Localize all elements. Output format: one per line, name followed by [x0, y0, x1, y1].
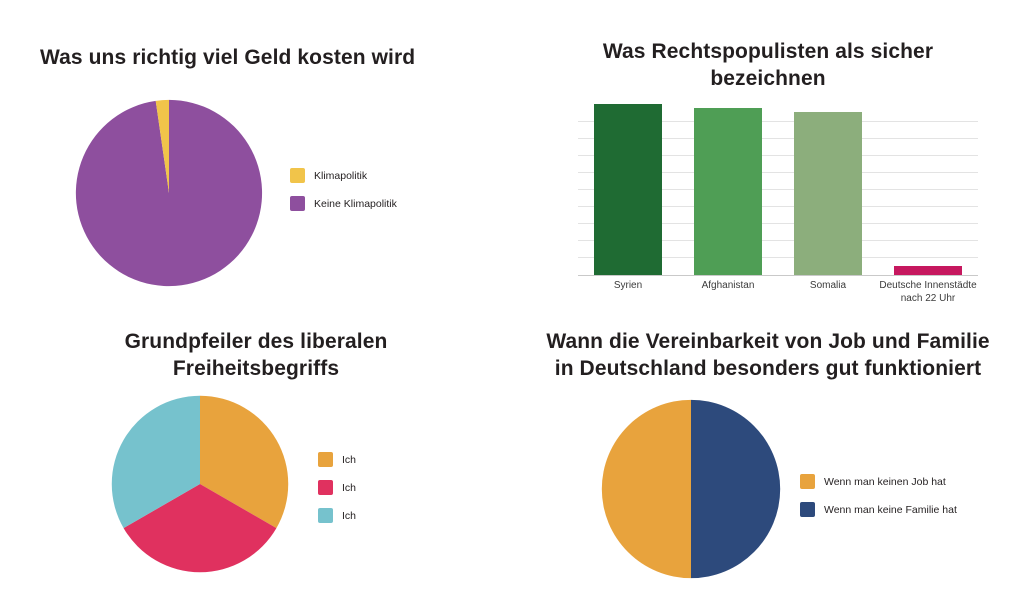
- chart-area: [0, 386, 512, 586]
- bar-somalia: [794, 112, 862, 275]
- chart-area: [0, 92, 512, 282]
- legend-label: Klimapolitik: [314, 169, 368, 182]
- legend-item: [800, 474, 957, 489]
- legend-swatch-icon: [318, 508, 333, 523]
- bar-afghanistan: [694, 108, 762, 275]
- bar-deutsche-innenstaedte: [894, 266, 962, 275]
- legend-label: Wenn man keinen Job hat: [824, 475, 946, 488]
- bar-column: [778, 104, 878, 275]
- chart-panel-rechtspopulisten: [512, 0, 1024, 304]
- chart-panel-freiheitsbegriff: [0, 298, 512, 596]
- legend-label: Ich: [342, 509, 357, 522]
- legend-item: [290, 168, 397, 183]
- page-title: Was uns richtig viel Geld kosten wird: [40, 46, 416, 70]
- legend-swatch-icon: [290, 168, 305, 183]
- legend-swatch-icon: [290, 196, 305, 211]
- legend-item: [290, 196, 397, 211]
- pie-slice-keine-familie: [691, 400, 780, 578]
- bar-chart: [578, 104, 978, 276]
- legend-item: [318, 480, 356, 495]
- legend-label: Ich: [342, 453, 357, 466]
- legend-swatch-icon: [800, 474, 815, 489]
- chart-area: [512, 96, 1024, 304]
- chart-area: [512, 398, 1024, 594]
- pie-svg: [110, 394, 290, 574]
- legend-swatch-icon: [318, 480, 333, 495]
- legend-item: [318, 508, 356, 523]
- bar-column: [678, 104, 778, 275]
- pie-svg: [600, 398, 782, 580]
- legend: [318, 452, 356, 523]
- x-tick-label: Deutsche Innenstädte nach 22 Uhr: [879, 280, 977, 304]
- legend-label: Wenn man keine Familie hat: [824, 503, 957, 516]
- pie-slice-keinen-job: [602, 400, 691, 578]
- x-tick-label: Syrien: [613, 280, 643, 291]
- legend: [800, 474, 957, 517]
- bar-column: [578, 104, 678, 275]
- bar-syrien: [594, 104, 662, 275]
- bar-series: [578, 104, 978, 275]
- legend-label: Keine Klimapolitik: [314, 197, 397, 210]
- legend: [290, 168, 397, 211]
- legend-item: [318, 452, 356, 467]
- x-tick-label: Somalia: [809, 280, 847, 291]
- legend-swatch-icon: [800, 502, 815, 517]
- legend-label: Ich: [342, 481, 357, 494]
- chart-panel-vereinbarkeit: [512, 298, 1024, 596]
- page-title: Wann die Vereinbarkeit von Job und Familie in Deutschland besonders gut funktioniert: [546, 330, 990, 381]
- bar-column: [878, 104, 978, 275]
- page-title: Was Rechtspopulisten als sicher bezeichnen: [602, 40, 934, 91]
- x-tick-label: Afghanistan: [701, 280, 755, 291]
- legend-swatch-icon: [318, 452, 333, 467]
- page-title: Grundpfeiler des liberalen Freiheitsbegriffs: [124, 330, 388, 381]
- pie-chart: [74, 98, 264, 293]
- pie-chart: [600, 398, 782, 585]
- x-axis: [578, 275, 978, 276]
- pie-svg: [74, 98, 264, 288]
- chart-panel-klimapolitik: [0, 0, 512, 298]
- pie-chart: [110, 394, 290, 579]
- legend-item: [800, 502, 957, 517]
